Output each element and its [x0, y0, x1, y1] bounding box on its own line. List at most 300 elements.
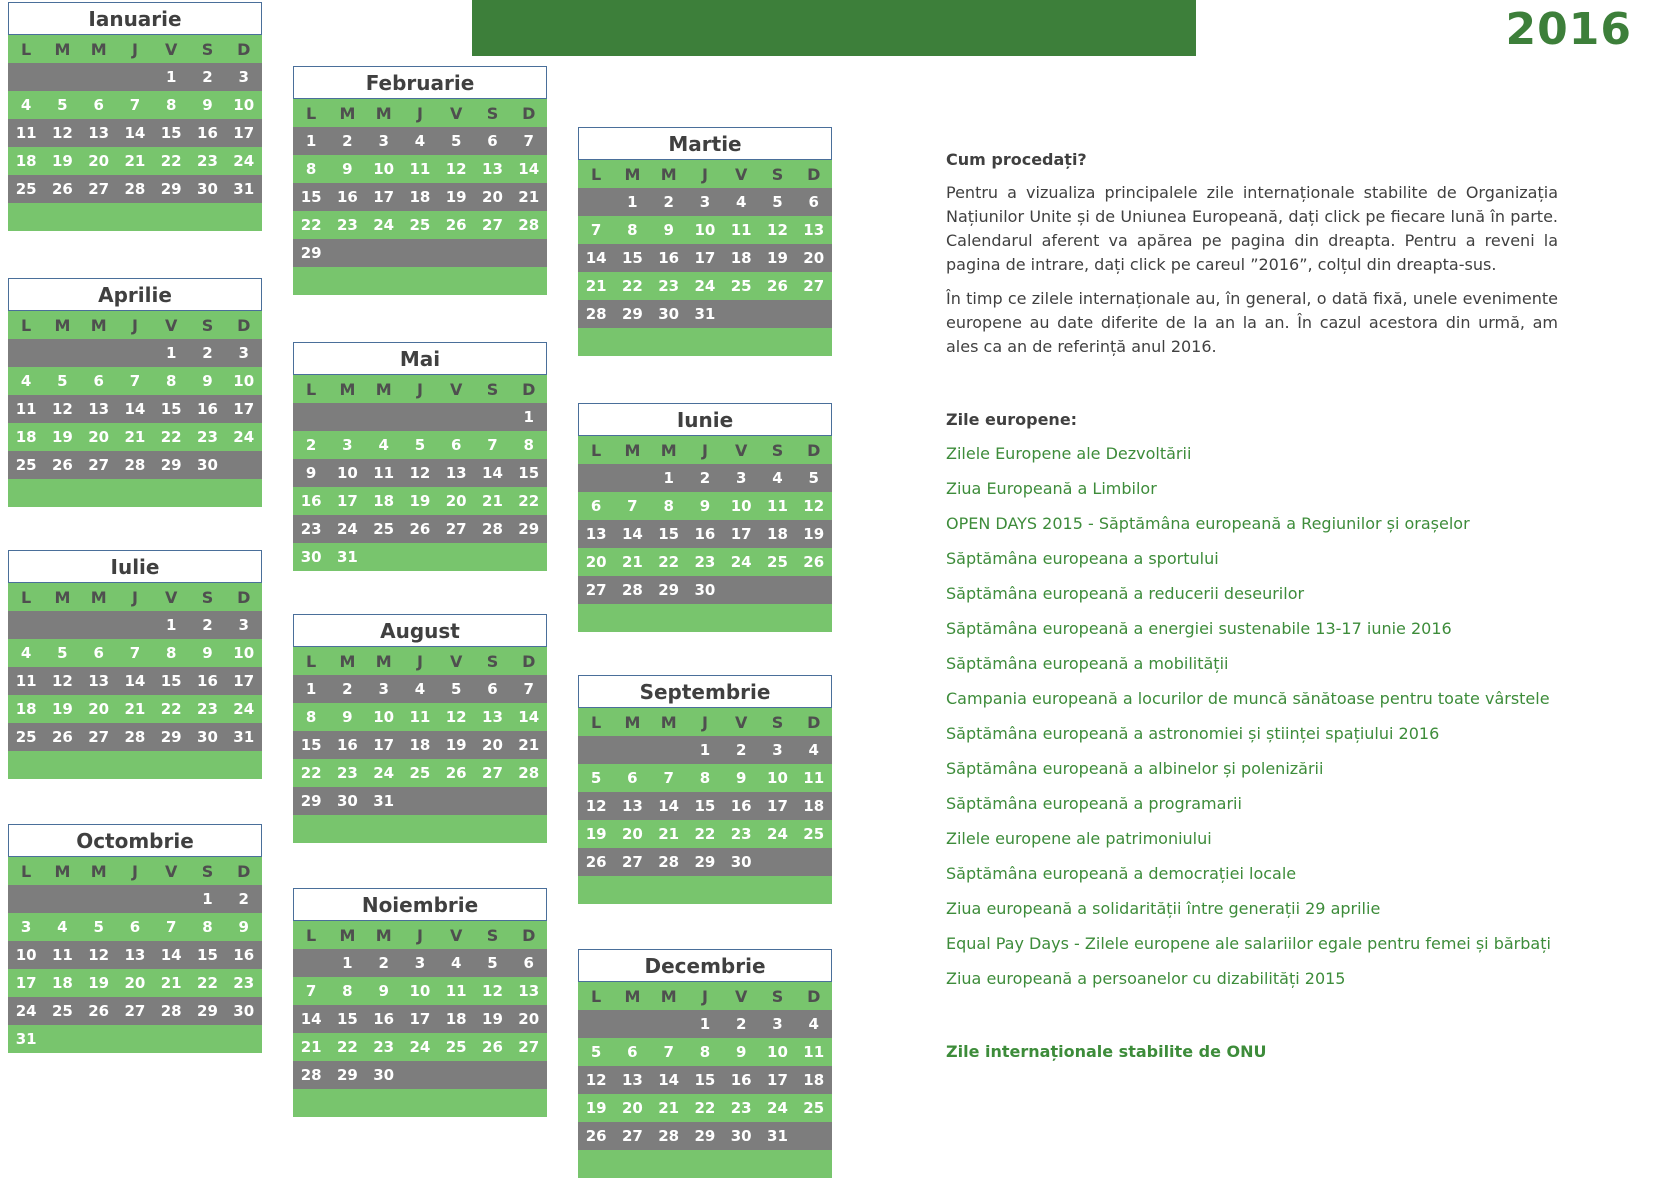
day-cell: 15: [694, 1071, 716, 1089]
month-title[interactable]: Noiembrie: [293, 888, 547, 921]
day-cell: 21: [585, 277, 607, 295]
day-cell: 22: [518, 492, 540, 510]
week-row: [578, 520, 832, 548]
day-cell: 26: [585, 1127, 607, 1145]
weekday-label: L: [306, 103, 317, 123]
day-cell: 23: [373, 1038, 395, 1056]
european-day-link[interactable]: Săptămâna europeană a reducerii deseurilor: [946, 584, 1305, 603]
day-cell: 25: [730, 277, 752, 295]
weekday-label: L: [306, 379, 317, 399]
day-cell: 13: [585, 525, 607, 543]
day-cell: 27: [445, 520, 467, 538]
day-cell: 3: [699, 193, 711, 211]
day-cell: 11: [409, 160, 431, 178]
month-iulie[interactable]: [8, 550, 262, 779]
day-cell: 16: [197, 672, 218, 690]
month-septembrie[interactable]: [578, 675, 832, 904]
month-title[interactable]: Iunie: [578, 403, 832, 436]
day-cell: 26: [88, 1002, 110, 1020]
day-cell: 25: [409, 764, 431, 782]
weekday-label: J: [701, 164, 708, 184]
day-cell: 5: [57, 644, 68, 662]
month-title[interactable]: Ianuarie: [8, 2, 262, 35]
day-cell: 20: [445, 492, 467, 510]
day-cell: 17: [15, 974, 37, 992]
day-cell: 24: [409, 1038, 431, 1056]
day-cell: 12: [445, 708, 467, 726]
weekday-label: M: [660, 440, 677, 460]
week-row: [293, 211, 547, 239]
day-cell: 13: [482, 160, 503, 178]
day-cell: 9: [699, 497, 711, 515]
day-cell: 1: [663, 469, 674, 487]
day-cell: 5: [57, 372, 68, 390]
weekday-label: D: [522, 379, 536, 399]
day-cell: 8: [699, 769, 711, 787]
day-cell: 14: [658, 797, 680, 815]
day-cell: 29: [300, 244, 322, 262]
day-cell: 21: [518, 188, 540, 206]
day-cell: 10: [409, 982, 431, 1000]
day-cell: 21: [658, 1099, 680, 1117]
european-day-link[interactable]: OPEN DAYS 2015 - Săptămâna europeană a Regiunilor și orașelor: [946, 514, 1470, 533]
month-title[interactable]: Septembrie: [578, 675, 832, 708]
month-noiembrie[interactable]: [293, 888, 547, 1117]
weekday-label: J: [131, 861, 138, 881]
day-cell: 6: [487, 132, 498, 150]
day-cell: 25: [15, 180, 37, 198]
day-cell: 26: [767, 277, 788, 295]
day-cell: 25: [51, 1002, 73, 1020]
week-row: [8, 423, 262, 451]
weekday-label: D: [522, 651, 536, 671]
day-cell: 13: [124, 946, 146, 964]
day-cell: 30: [336, 792, 358, 810]
european-day-link[interactable]: Săptămâna europeană a astronomiei și științei spațiului 2016: [946, 724, 1440, 743]
day-cell: 3: [20, 918, 32, 936]
day-cell: 29: [694, 1127, 716, 1145]
day-cell: 11: [445, 982, 467, 1000]
day-cell: 19: [767, 249, 788, 267]
day-cell: 18: [51, 974, 73, 992]
week-row: [8, 913, 262, 941]
weekday-label: D: [807, 712, 821, 732]
day-cell: 24: [767, 825, 788, 843]
day-cell: 27: [803, 277, 825, 295]
day-cell: 19: [482, 1010, 503, 1028]
european-day-link[interactable]: Zilele europene ale patrimoniului: [946, 829, 1212, 848]
month-title[interactable]: Aprilie: [8, 278, 262, 311]
week-row: [293, 977, 547, 1005]
weekday-label: M: [339, 103, 356, 123]
week-row: [578, 216, 832, 244]
day-cell: 19: [51, 152, 73, 170]
day-cell: 23: [336, 216, 358, 234]
day-cell: 11: [15, 672, 37, 690]
weekday-label: M: [54, 587, 71, 607]
day-cell: 22: [300, 764, 322, 782]
week-row: [8, 695, 262, 723]
week-row: [293, 949, 547, 977]
week-row: [578, 848, 832, 876]
month-title[interactable]: Martie: [578, 127, 832, 160]
day-cell: 3: [238, 68, 249, 86]
day-cell: 8: [202, 918, 213, 936]
european-days-list: [946, 444, 1551, 1004]
day-cell: 16: [197, 124, 218, 142]
week-row: [8, 969, 262, 997]
day-cell: 22: [621, 277, 643, 295]
day-cell: 21: [300, 1038, 322, 1056]
weekday-label: M: [660, 164, 677, 184]
day-cell: 7: [165, 918, 177, 936]
day-cell: 20: [482, 736, 503, 754]
week-row: [578, 548, 832, 576]
day-cell: 27: [124, 1002, 146, 1020]
day-cell: 22: [160, 700, 182, 718]
day-cell: 26: [409, 520, 431, 538]
day-cell: 20: [803, 249, 825, 267]
week-row: [293, 183, 547, 211]
month-octombrie[interactable]: [8, 824, 262, 1053]
week-row: [293, 815, 547, 843]
day-cell: 12: [585, 1071, 607, 1089]
month-mai[interactable]: [293, 342, 547, 571]
weekday-label: M: [375, 925, 392, 945]
day-cell: 18: [15, 152, 37, 170]
month-title[interactable]: Februarie: [293, 66, 547, 99]
week-row: [578, 764, 832, 792]
week-row: [8, 723, 262, 751]
day-cell: 14: [518, 160, 540, 178]
day-cell: 11: [51, 946, 73, 964]
day-cell: 26: [445, 764, 467, 782]
day-cell: 15: [694, 797, 716, 815]
weekday-header: [8, 35, 262, 63]
day-cell: 20: [518, 1010, 540, 1028]
day-cell: 30: [694, 581, 716, 599]
day-cell: 4: [20, 372, 32, 390]
european-day-link[interactable]: Ziua Europeană a Limbilor: [946, 479, 1157, 498]
day-cell: 24: [233, 700, 255, 718]
day-cell: 15: [336, 1010, 358, 1028]
day-cell: 9: [238, 918, 249, 936]
week-row: [578, 328, 832, 356]
day-cell: 3: [772, 1015, 783, 1033]
european-day-link[interactable]: Zilele Europene ale Dezvoltării: [946, 444, 1192, 463]
day-cell: 20: [88, 700, 110, 718]
day-cell: 19: [51, 700, 73, 718]
day-cell: 28: [658, 1127, 680, 1145]
day-cell: 28: [585, 305, 607, 323]
month-title[interactable]: Mai: [293, 342, 547, 375]
european-day-link[interactable]: Ziua europeană a persoanelor cu dizabilități 2015: [946, 969, 1346, 988]
month-ianuarie[interactable]: [8, 2, 262, 231]
day-cell: 21: [658, 825, 680, 843]
week-row: [8, 91, 262, 119]
weekday-label: L: [591, 440, 602, 460]
day-cell: 5: [590, 769, 602, 787]
day-cell: 1: [699, 741, 711, 759]
day-cell: 30: [658, 305, 680, 323]
day-cell: 20: [124, 974, 146, 992]
day-cell: 29: [160, 456, 182, 474]
day-cell: 9: [378, 982, 389, 1000]
day-cell: 10: [233, 96, 255, 114]
european-day-link[interactable]: Săptămâna europeană a albinelor și polenizării: [946, 759, 1324, 778]
day-cell: 24: [15, 1002, 37, 1020]
week-row: [8, 611, 262, 639]
day-cell: 1: [305, 132, 317, 150]
day-cell: 31: [373, 792, 395, 810]
day-cell: 13: [88, 400, 110, 418]
week-row: [8, 885, 262, 913]
day-cell: 4: [414, 680, 426, 698]
day-cell: 21: [518, 736, 540, 754]
european-day-link[interactable]: Equal Pay Days - Zilele europene ale salariilor egale pentru femei și bărbați: [946, 934, 1551, 953]
day-cell: 10: [767, 1043, 788, 1061]
day-cell: 14: [658, 1071, 680, 1089]
onu-days-link[interactable]: Zile internaționale stabilite de ONU: [946, 1042, 1267, 1061]
day-cell: 8: [342, 982, 353, 1000]
week-row: [293, 1005, 547, 1033]
month-aprilie[interactable]: [8, 278, 262, 507]
day-cell: 16: [373, 1010, 395, 1028]
month-august[interactable]: [293, 614, 547, 843]
day-cell: 7: [129, 372, 141, 390]
day-cell: 16: [658, 249, 680, 267]
weekday-header: [8, 583, 262, 611]
week-row: [293, 127, 547, 155]
day-cell: 26: [445, 216, 467, 234]
weekday-label: S: [771, 164, 784, 184]
week-row: [8, 175, 262, 203]
day-cell: 21: [621, 553, 643, 571]
day-cell: 16: [730, 797, 752, 815]
day-cell: 19: [51, 428, 73, 446]
weekday-header: [578, 160, 832, 188]
day-cell: 28: [124, 456, 146, 474]
day-cell: 24: [336, 520, 358, 538]
weekday-label: V: [735, 712, 748, 732]
week-row: [578, 576, 832, 604]
european-day-link[interactable]: Campania europeană a locurilor de muncă sănătoase pentru toate vârstele: [946, 689, 1550, 708]
day-cell: 15: [658, 525, 680, 543]
weekday-label: L: [591, 986, 602, 1006]
day-cell: 7: [663, 1043, 674, 1061]
day-cell: 25: [373, 520, 395, 538]
month-title[interactable]: August: [293, 614, 547, 647]
european-days-title: Zile europene:: [946, 410, 1078, 429]
day-cell: 11: [803, 769, 825, 787]
day-cell: 27: [585, 581, 607, 599]
weekday-label: M: [54, 861, 71, 881]
day-cell: 7: [523, 132, 534, 150]
day-cell: 8: [165, 372, 177, 390]
day-cell: 21: [124, 152, 146, 170]
day-cell: 9: [342, 708, 353, 726]
weekday-label: D: [807, 164, 821, 184]
weekday-header: [293, 647, 547, 675]
day-cell: 17: [409, 1010, 431, 1028]
week-row: [293, 675, 547, 703]
day-cell: 29: [160, 180, 182, 198]
day-cell: 16: [730, 1071, 752, 1089]
day-cell: 15: [518, 464, 540, 482]
week-row: [578, 792, 832, 820]
european-day-link[interactable]: Săptămâna europeana a sportului: [946, 549, 1219, 568]
week-row: [293, 731, 547, 759]
month-title[interactable]: Iulie: [8, 550, 262, 583]
day-cell: 16: [694, 525, 716, 543]
day-cell: 4: [378, 436, 389, 454]
day-cell: 25: [409, 216, 431, 234]
weekday-label: V: [450, 925, 463, 945]
day-cell: 6: [627, 769, 638, 787]
day-cell: 12: [585, 797, 607, 815]
day-cell: 4: [735, 193, 747, 211]
day-cell: 26: [51, 180, 73, 198]
day-cell: 23: [730, 825, 752, 843]
day-cell: 26: [51, 456, 73, 474]
weekday-label: D: [807, 440, 821, 460]
month-februarie[interactable]: [293, 66, 547, 295]
day-cell: 7: [305, 982, 317, 1000]
day-cell: 1: [342, 954, 353, 972]
week-row: [8, 339, 262, 367]
day-cell: 12: [803, 497, 825, 515]
weekday-label: S: [486, 103, 499, 123]
day-cell: 30: [197, 180, 218, 198]
week-row: [8, 941, 262, 969]
week-row: [578, 604, 832, 632]
weekday-label: V: [165, 315, 178, 335]
weekday-label: J: [416, 651, 423, 671]
day-cell: 4: [20, 96, 32, 114]
day-cell: 15: [300, 188, 322, 206]
weekday-label: J: [131, 315, 138, 335]
day-cell: 19: [409, 492, 431, 510]
day-cell: 30: [300, 548, 322, 566]
weekday-label: V: [735, 164, 748, 184]
day-cell: 6: [487, 680, 498, 698]
day-cell: 28: [482, 520, 503, 538]
month-title[interactable]: Decembrie: [578, 949, 832, 982]
day-cell: 8: [663, 497, 674, 515]
day-cell: 6: [590, 497, 602, 515]
weekday-label: M: [624, 986, 641, 1006]
day-cell: 27: [621, 1127, 643, 1145]
day-cell: 28: [621, 581, 643, 599]
day-cell: 22: [197, 974, 218, 992]
day-cell: 22: [160, 428, 182, 446]
instructions-heading: Cum procedați?: [946, 150, 1087, 169]
weekday-label: M: [54, 315, 71, 335]
day-cell: 14: [585, 249, 607, 267]
european-day-link[interactable]: Săptămâna europeană a energiei sustenabile 13-17 iunie 2016: [946, 619, 1452, 638]
day-cell: 16: [336, 188, 358, 206]
day-cell: 20: [88, 152, 110, 170]
day-cell: 14: [160, 946, 182, 964]
day-cell: 4: [414, 132, 426, 150]
day-cell: 26: [585, 853, 607, 871]
instructions-paragraph-1: Pentru a vizualiza principalele zile internaționale stabilite de Organizația Națiunilor Unite și de Uniunea Europeană, dați click pe fiecare lună în parte. Calendarul aferent va apărea pe pagina din dreapta. Pentru a reveni la pagina de intrare, dați click pe careul ”2016”, colțul din dreapta-sus.: [946, 183, 1558, 274]
week-row: [578, 1010, 832, 1038]
day-cell: 20: [621, 1099, 643, 1117]
day-cell: 10: [767, 769, 788, 787]
day-cell: 25: [445, 1038, 467, 1056]
day-cell: 19: [445, 736, 467, 754]
european-day-link[interactable]: Săptămâna europeană a democrației locale: [946, 864, 1297, 883]
weekday-header: [578, 708, 832, 736]
day-cell: 10: [373, 708, 395, 726]
day-cell: 27: [88, 180, 110, 198]
day-cell: 19: [88, 974, 110, 992]
week-row: [8, 451, 262, 479]
weekday-label: L: [306, 651, 317, 671]
day-cell: 22: [300, 216, 322, 234]
week-row: [8, 1025, 262, 1053]
week-row: [578, 464, 832, 492]
weekday-label: S: [486, 925, 499, 945]
month-title[interactable]: Octombrie: [8, 824, 262, 857]
day-cell: 2: [699, 469, 711, 487]
day-cell: 10: [15, 946, 37, 964]
year-home-button[interactable]: 2016: [1505, 4, 1632, 55]
weekday-label: M: [624, 712, 641, 732]
day-cell: 9: [305, 464, 317, 482]
day-cell: 7: [129, 96, 141, 114]
week-row: [578, 820, 832, 848]
day-cell: 11: [15, 400, 37, 418]
day-cell: 5: [487, 954, 498, 972]
european-day-link[interactable]: Săptămâna europeană a programarii: [946, 794, 1242, 813]
week-row: [8, 203, 262, 231]
week-row: [8, 639, 262, 667]
week-row: [8, 147, 262, 175]
day-cell: 18: [767, 525, 788, 543]
weekday-label: J: [131, 587, 138, 607]
day-cell: 29: [518, 520, 540, 538]
day-cell: 10: [233, 644, 255, 662]
month-iunie[interactable]: [578, 403, 832, 632]
week-row: [293, 703, 547, 731]
weekday-label: L: [21, 587, 32, 607]
weekday-label: M: [624, 440, 641, 460]
month-martie[interactable]: [578, 127, 832, 356]
day-cell: 8: [305, 708, 317, 726]
european-day-link[interactable]: Săptămâna europeană a mobilității: [946, 654, 1229, 673]
day-cell: 3: [342, 436, 353, 454]
day-cell: 14: [482, 464, 503, 482]
european-day-link[interactable]: Ziua europeană a solidarității între generații 29 aprilie: [946, 899, 1381, 918]
day-cell: 11: [373, 464, 395, 482]
weekday-label: L: [21, 861, 32, 881]
day-cell: 12: [445, 160, 467, 178]
day-cell: 7: [129, 644, 141, 662]
day-cell: 29: [160, 728, 182, 746]
weekday-label: J: [701, 712, 708, 732]
day-cell: 31: [233, 180, 255, 198]
day-cell: 6: [93, 96, 104, 114]
week-row: [293, 487, 547, 515]
month-decembrie[interactable]: [578, 949, 832, 1178]
weekday-label: V: [450, 379, 463, 399]
weekday-header: [293, 99, 547, 127]
day-cell: 28: [518, 216, 540, 234]
week-row: [293, 1033, 547, 1061]
day-cell: 13: [621, 1071, 643, 1089]
